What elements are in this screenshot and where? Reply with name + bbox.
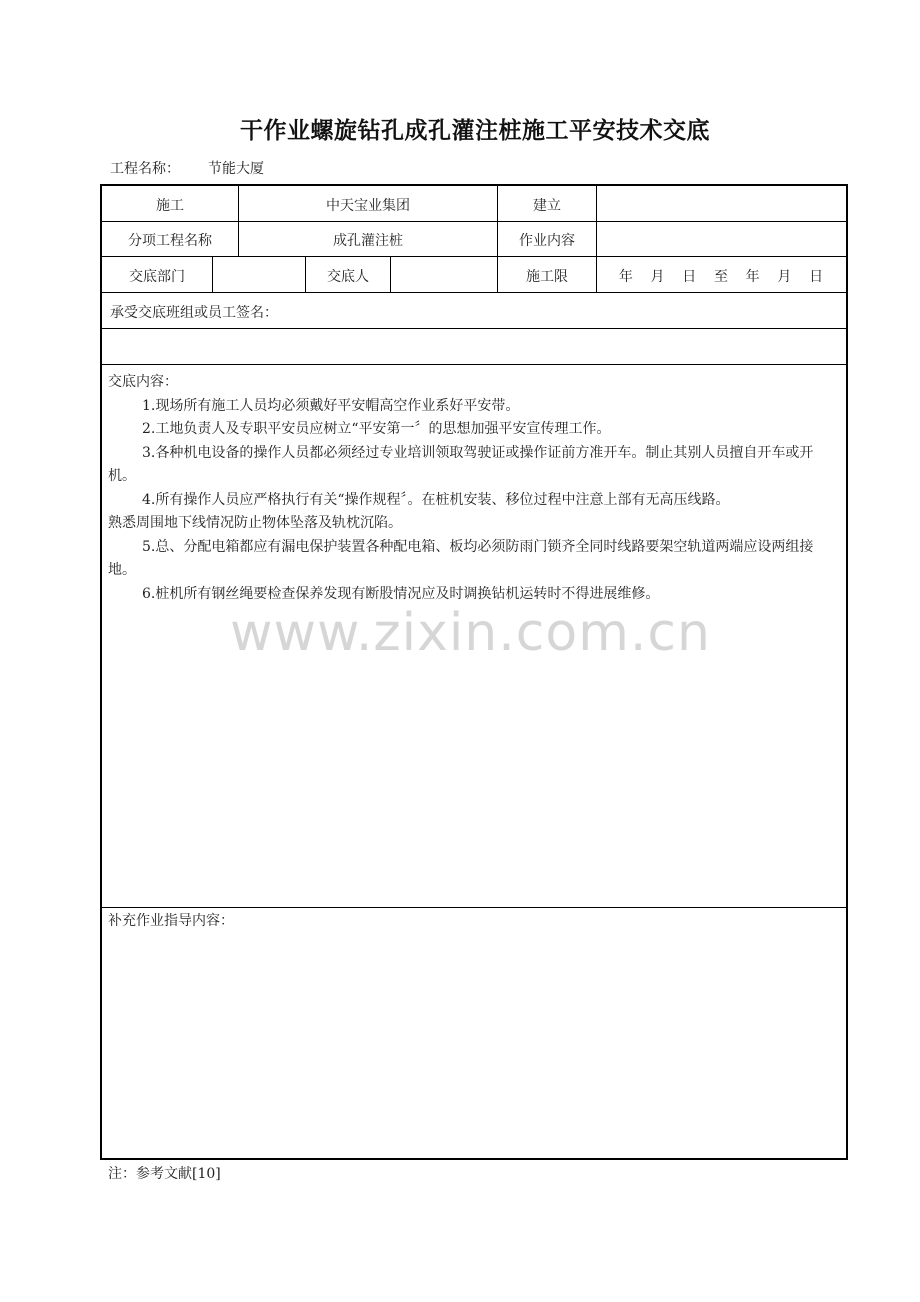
content-item: 3.各种机电设备的操作人员都必须经过专业培训领取驾驶证或操作证前方准开车。制止其别人员擅自开车或开机。 <box>108 444 814 484</box>
row-divider <box>100 292 848 293</box>
sub-project-name-value: 成孔灌注桩 <box>333 233 403 249</box>
document-title: 干作业螺旋钻孔成孔灌注桩施工平安技术交底 <box>240 118 710 144</box>
briefer-label: 交底人 <box>327 269 369 285</box>
supplement-header: 补充作业指导内容： <box>108 913 234 929</box>
date-day-start: 日 <box>682 269 697 285</box>
date-year-end: 年 <box>745 269 760 285</box>
reference-note: 注：参考文献[10] <box>108 1166 221 1182</box>
column-divider <box>596 186 597 292</box>
work-content-label: 作业内容 <box>519 233 575 249</box>
briefing-content <box>108 371 840 606</box>
date-day-end: 日 <box>809 269 824 285</box>
content-item: 4.所有操作人员应严格执行有关“操作规程〞。在桩机安装、移位过程中注意上部有无高压线路。 <box>142 491 730 508</box>
project-name-value: 节能大厦 <box>208 161 264 177</box>
date-year-start: 年 <box>618 269 633 285</box>
construction-period-label: 施工限 <box>526 269 568 285</box>
content-item: 6.桩机所有钢丝绳要检查保养发现有断股情况应及时调换钻机运转时不得进展维修。 <box>142 585 660 602</box>
form-frame <box>100 184 848 1160</box>
row-divider <box>100 364 848 365</box>
signature-label: 承受交底班组或员工签名： <box>110 305 278 321</box>
watermark: www.zixin.com.cn <box>230 603 711 663</box>
construction-period-dates <box>598 266 844 286</box>
project-name-label: 工程名称： <box>110 161 180 177</box>
row-divider <box>100 907 848 908</box>
sub-project-name-label: 分项工程名称 <box>128 233 212 249</box>
briefing-content-header: 交底内容： <box>108 374 178 390</box>
column-divider <box>212 256 213 292</box>
project-name-line <box>110 158 264 178</box>
build-unit-label: 建立 <box>533 198 561 214</box>
row-divider <box>100 221 848 222</box>
construction-unit-label: 施工 <box>156 198 184 214</box>
column-divider <box>390 256 391 292</box>
date-month-end: 月 <box>777 269 792 285</box>
content-item: 1.现场所有施工人员均必须戴好平安帽高空作业系好平安带。 <box>142 397 520 414</box>
date-month-start: 月 <box>650 269 665 285</box>
briefing-department-label: 交底部门 <box>129 269 185 285</box>
content-item: 5.总、分配电箱都应有漏电保护装置各种配电箱、板均必须防雨门锁齐全同时线路要架空轨道两端应设两组接地。 <box>108 538 814 578</box>
content-item-continuation: 熟悉周围地下线情况防止物体坠落及轨枕沉陷。 <box>108 515 402 531</box>
construction-unit-value: 中天宝业集团 <box>326 198 410 214</box>
content-item: 2.工地负责人及专职平安员应树立“平安第一〞的思想加强平安宣传理工作。 <box>142 421 611 437</box>
row-divider <box>100 328 848 329</box>
date-to: 至 <box>713 269 728 285</box>
